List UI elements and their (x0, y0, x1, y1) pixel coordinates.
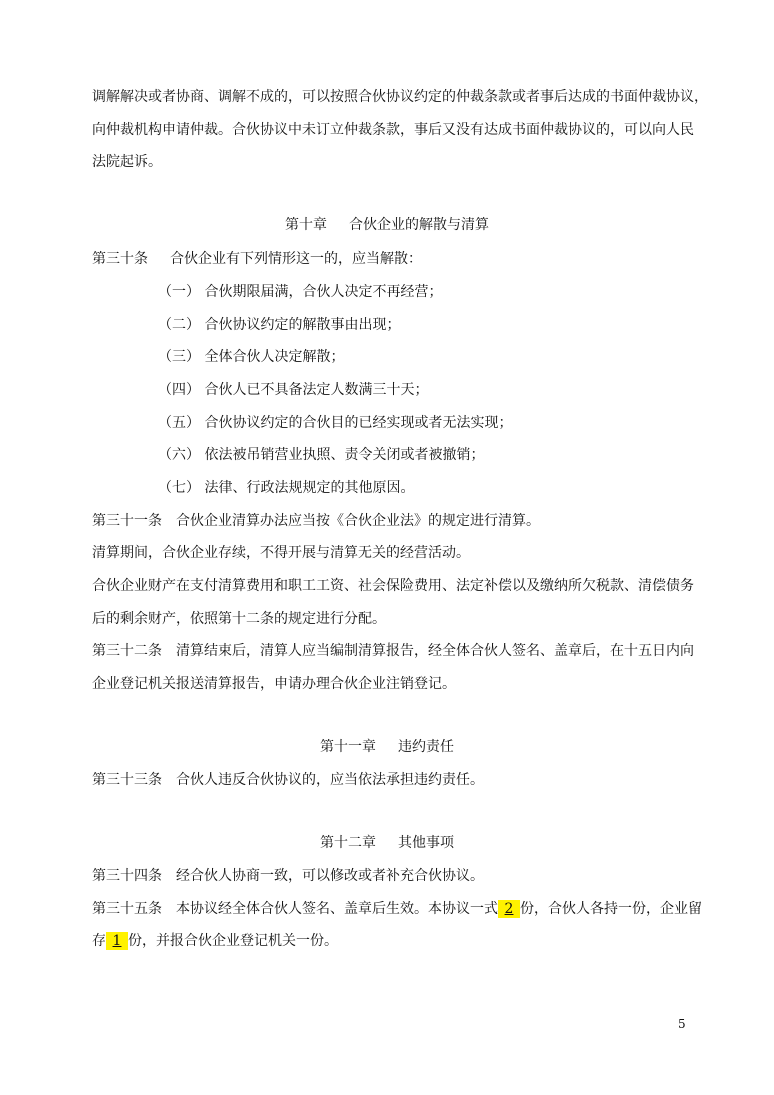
paragraph-line: 合伙企业财产在支付清算费用和职工工资、社会保险费用、法定补偿以及缴纳所欠税款、清偿债务 (92, 578, 694, 594)
chapter-heading (0, 216, 774, 234)
item-text: 合伙协议约定的解散事由出现； (204, 317, 401, 333)
item-label: （一） (158, 284, 200, 300)
item-label: （七） (158, 480, 200, 496)
chapter-number: 第十二章 (320, 835, 376, 851)
article-35 (92, 900, 702, 918)
chapter-title: 违约责任 (398, 739, 454, 755)
paragraph-line: 后的剩余财产，依照第十二条的规定进行分配。 (92, 611, 386, 627)
article-33 (92, 771, 484, 789)
article-text: 份，并报合伙企业登记机关一份。 (128, 933, 338, 949)
item-label: （三） (158, 349, 200, 365)
article-number: 第三十一条 (92, 513, 162, 529)
paragraph-line: 法院起诉。 (92, 154, 162, 170)
chapter-title: 其他事项 (398, 835, 454, 851)
item-label: （五） (158, 415, 200, 431)
article-32 (92, 642, 694, 660)
paragraph-line: 清算期间，合伙企业存续，不得开展与清算无关的经营活动。 (92, 545, 470, 561)
article-30 (92, 250, 422, 268)
item-text: 合伙人已不具备法定人数满三十天； (204, 382, 429, 398)
item-text: 法律、行政法规规定的其他原因。 (204, 480, 415, 496)
article-number: 第三十二条 (92, 643, 162, 659)
chapter-number: 第十一章 (320, 739, 376, 755)
list-item (158, 446, 484, 464)
article-text: 存 (92, 933, 106, 949)
copies-total-highlight: 2 (498, 900, 520, 918)
chapter-heading (0, 738, 774, 756)
item-text: 合伙期限届满，合伙人决定不再经营； (204, 284, 443, 300)
chapter-number: 第十章 (285, 217, 327, 233)
item-text: 依法被吊销营业执照、责令关闭或者被撤销； (204, 447, 485, 463)
chapter-heading (0, 834, 774, 852)
article-text: 合伙企业清算办法应当按《合伙企业法》的规定进行清算。 (176, 513, 540, 529)
item-label: （六） (158, 447, 200, 463)
chapter-title: 合伙企业的解散与清算 (349, 217, 489, 233)
copies-retained-highlight: 1 (106, 932, 128, 950)
page-number: 5 (678, 1017, 686, 1031)
list-item (158, 479, 414, 497)
paragraph-line: 向仲裁机构申请仲裁。合伙协议中未订立仲裁条款，事后又没有达成书面仲裁协议的，可以向人民 (92, 122, 694, 138)
article-text: 本协议经全体合伙人签名、盖章后生效。本协议一式 (176, 901, 498, 917)
item-text: 全体合伙人决定解散； (204, 349, 345, 365)
item-label: （四） (158, 382, 200, 398)
article-number: 第三十四条 (92, 868, 162, 884)
list-item (158, 381, 428, 399)
article-text: 经合伙人协商一致，可以修改或者补充合伙协议。 (176, 868, 484, 884)
article-number: 第三十五条 (92, 901, 162, 917)
paragraph-line: 调解解决或者协商、调解不成的，可以按照合伙协议约定的仲裁条款或者事后达成的书面仲裁协议， (92, 89, 708, 105)
article-text: 合伙企业有下列情形这一的，应当解散： (170, 251, 422, 267)
list-item (158, 316, 400, 334)
article-text: 清算结束后，清算人应当编制清算报告，经全体合伙人签名、盖章后，在十五日内向 (176, 643, 694, 659)
list-item (158, 283, 442, 301)
article-text: 合伙人违反合伙协议的，应当依法承担违约责任。 (176, 772, 484, 788)
article-text: 份，合伙人各持一份，企业留 (520, 901, 702, 917)
paragraph-line: 企业登记机关报送清算报告，申请办理合伙企业注销登记。 (92, 676, 456, 692)
article-number: 第三十三条 (92, 772, 162, 788)
item-label: （二） (158, 317, 200, 333)
list-item (158, 414, 512, 432)
list-item (158, 348, 344, 366)
article-35-continued (92, 932, 338, 950)
article-31 (92, 512, 540, 530)
item-text: 合伙协议约定的合伙目的已经实现或者无法实现； (204, 415, 513, 431)
article-number: 第三十条 (92, 251, 148, 267)
article-34 (92, 867, 484, 885)
